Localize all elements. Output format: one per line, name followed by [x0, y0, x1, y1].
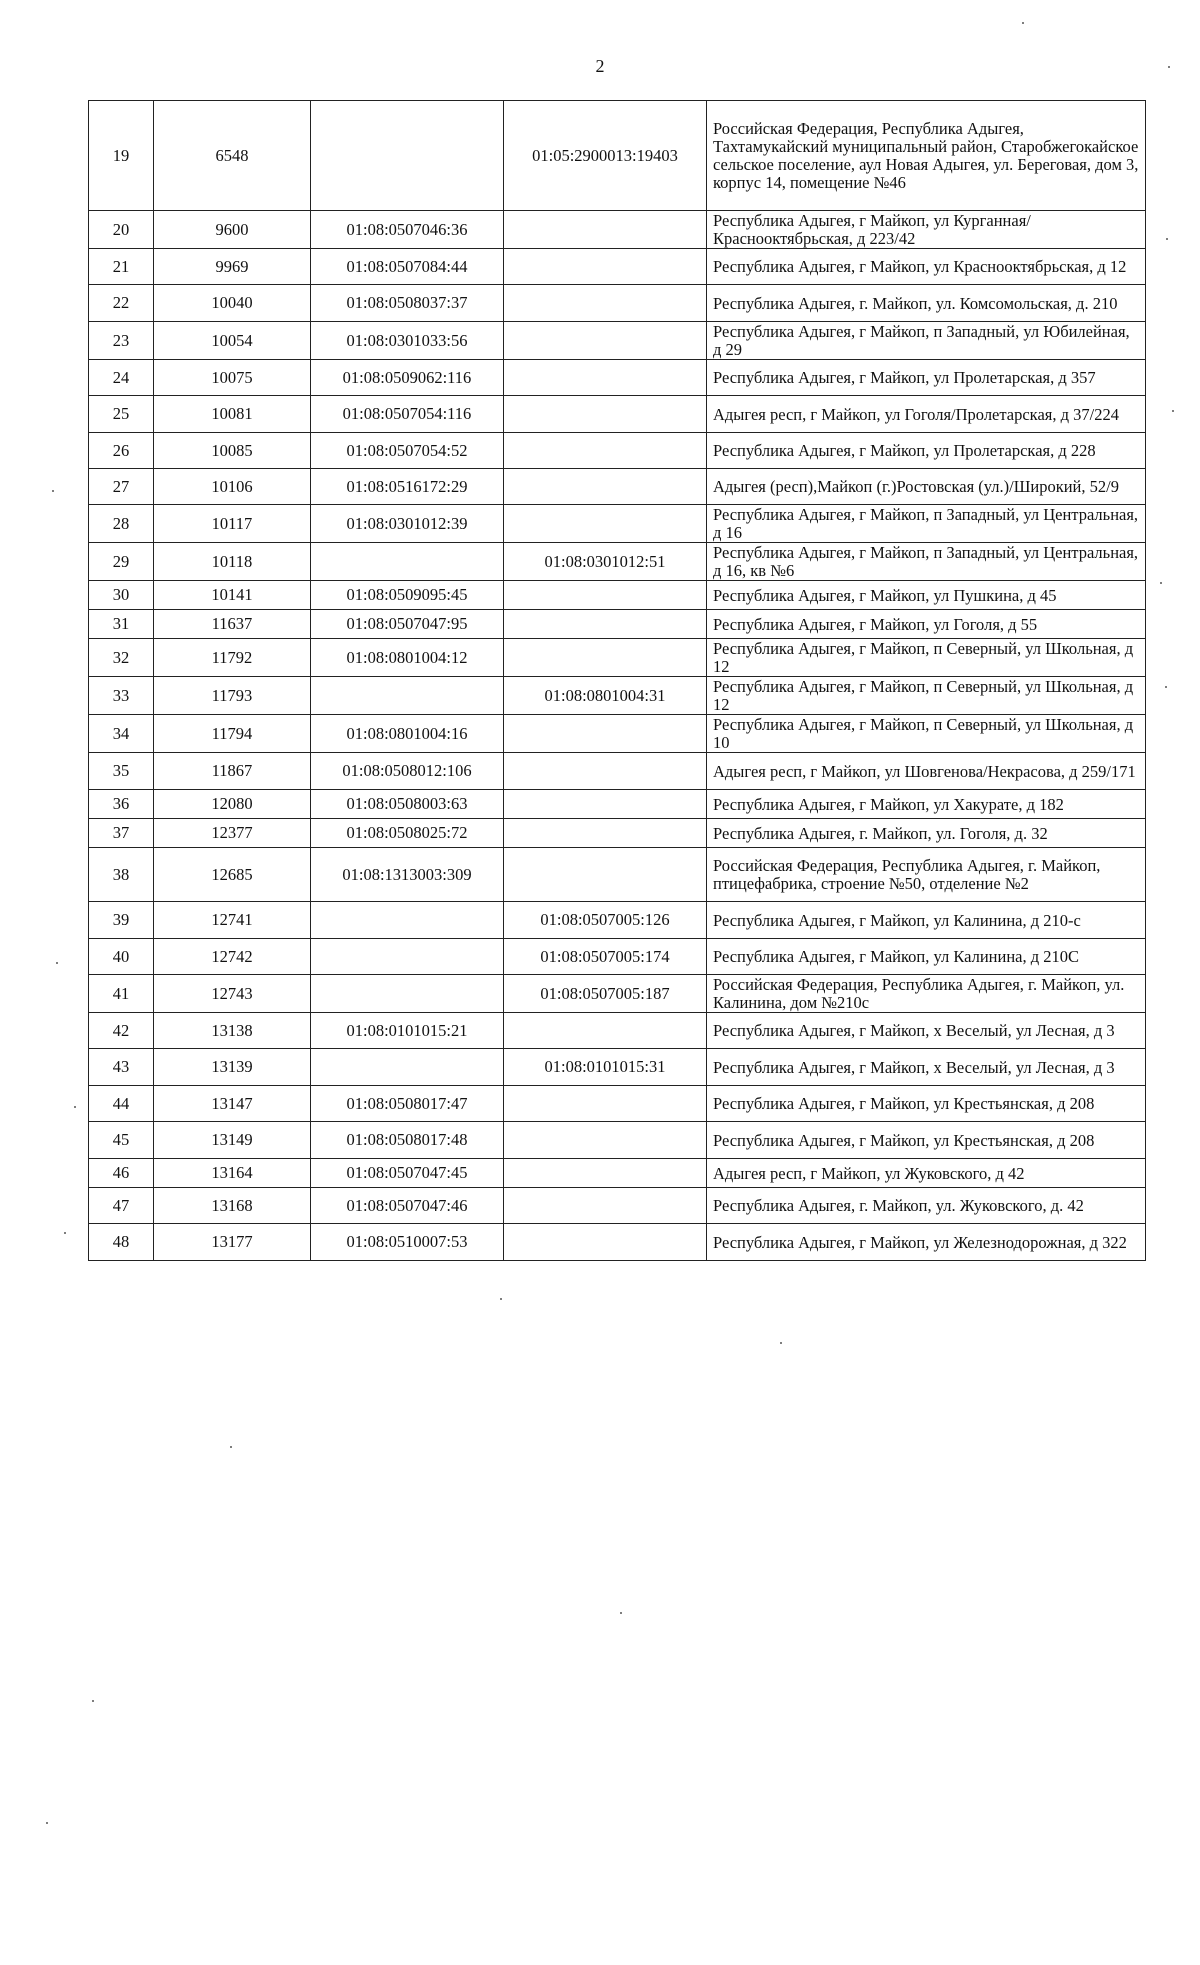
- object-id-cell: 11793: [154, 677, 311, 715]
- table-row: [89, 285, 1146, 322]
- cadastral-number-cell: [311, 1049, 504, 1086]
- cadastral-number-cell: [311, 101, 504, 211]
- table-row: [89, 1049, 1146, 1086]
- related-cadastral-number-cell: 01:08:0507005:187: [504, 975, 707, 1013]
- scan-speck: [46, 1822, 48, 1824]
- table-row: [89, 396, 1146, 433]
- object-id-cell: 10085: [154, 433, 311, 469]
- address-cell: Республика Адыгея, г Майкоп, ул Пролетарская, д 228: [707, 433, 1146, 469]
- scan-speck: [64, 1232, 66, 1234]
- related-cadastral-number-cell: [504, 848, 707, 902]
- table-row: [89, 610, 1146, 639]
- row-number-cell: 45: [89, 1122, 154, 1159]
- table-row: [89, 505, 1146, 543]
- table-row: [89, 211, 1146, 249]
- related-cadastral-number-cell: [504, 1224, 707, 1261]
- table-row: [89, 848, 1146, 902]
- row-number-cell: 31: [89, 610, 154, 639]
- related-cadastral-number-cell: [504, 322, 707, 360]
- table-row: [89, 902, 1146, 939]
- object-id-cell: 6548: [154, 101, 311, 211]
- row-number-cell: 39: [89, 902, 154, 939]
- address-cell: Республика Адыгея, г Майкоп, п Северный, ул Школьная, д 12: [707, 639, 1146, 677]
- row-number-cell: 29: [89, 543, 154, 581]
- row-number-cell: 32: [89, 639, 154, 677]
- table-row: [89, 322, 1146, 360]
- table-row: [89, 819, 1146, 848]
- address-cell: Республика Адыгея, г Майкоп, ул Калинина, д 210С: [707, 939, 1146, 975]
- address-cell: Республика Адыгея, г Майкоп, ул Хакурате, д 182: [707, 790, 1146, 819]
- related-cadastral-number-cell: [504, 639, 707, 677]
- row-number-cell: 40: [89, 939, 154, 975]
- related-cadastral-number-cell: [504, 581, 707, 610]
- registry-table-body: [89, 101, 1146, 1261]
- object-id-cell: 10054: [154, 322, 311, 360]
- cadastral-number-cell: [311, 677, 504, 715]
- row-number-cell: 20: [89, 211, 154, 249]
- address-cell: Адыгея респ, г Майкоп, ул Жуковского, д 42: [707, 1159, 1146, 1188]
- row-number-cell: 25: [89, 396, 154, 433]
- object-id-cell: 11794: [154, 715, 311, 753]
- table-row: [89, 1122, 1146, 1159]
- table-row: [89, 101, 1146, 211]
- cadastral-number-cell: 01:08:0508017:48: [311, 1122, 504, 1159]
- row-number-cell: 23: [89, 322, 154, 360]
- object-id-cell: 13168: [154, 1188, 311, 1224]
- related-cadastral-number-cell: [504, 211, 707, 249]
- row-number-cell: 41: [89, 975, 154, 1013]
- object-id-cell: 12742: [154, 939, 311, 975]
- cadastral-number-cell: [311, 939, 504, 975]
- address-cell: Республика Адыгея, г Майкоп, п Западный, ул Центральная, д 16, кв №6: [707, 543, 1146, 581]
- object-id-cell: 12377: [154, 819, 311, 848]
- row-number-cell: 21: [89, 249, 154, 285]
- related-cadastral-number-cell: [504, 396, 707, 433]
- address-cell: Республика Адыгея, г Майкоп, х Веселый, ул Лесная, д 3: [707, 1013, 1146, 1049]
- object-id-cell: 10118: [154, 543, 311, 581]
- address-cell: Адыгея респ, г Майкоп, ул Гоголя/Пролетарская, д 37/224: [707, 396, 1146, 433]
- scan-speck: [500, 1298, 502, 1300]
- address-cell: Адыгея (респ),Майкоп (г.)Ростовская (ул.)/Широкий, 52/9: [707, 469, 1146, 505]
- related-cadastral-number-cell: [504, 819, 707, 848]
- table-row: [89, 1013, 1146, 1049]
- scan-speck: [52, 490, 54, 492]
- scan-speck: [620, 1612, 622, 1614]
- cadastral-number-cell: 01:08:0508012:106: [311, 753, 504, 790]
- table-row: [89, 433, 1146, 469]
- object-id-cell: 10106: [154, 469, 311, 505]
- row-number-cell: 38: [89, 848, 154, 902]
- table-row: [89, 469, 1146, 505]
- row-number-cell: 28: [89, 505, 154, 543]
- related-cadastral-number-cell: [504, 249, 707, 285]
- cadastral-number-cell: 01:08:0510007:53: [311, 1224, 504, 1261]
- address-cell: Республика Адыгея, г Майкоп, ул Пушкина, д 45: [707, 581, 1146, 610]
- row-number-cell: 44: [89, 1086, 154, 1122]
- cadastral-number-cell: 01:08:0516172:29: [311, 469, 504, 505]
- scan-speck: [230, 1446, 232, 1448]
- table-row: [89, 639, 1146, 677]
- row-number-cell: 33: [89, 677, 154, 715]
- scan-speck: [1022, 22, 1024, 24]
- table-row: [89, 790, 1146, 819]
- object-id-cell: 11637: [154, 610, 311, 639]
- object-id-cell: 13139: [154, 1049, 311, 1086]
- table-row: [89, 1086, 1146, 1122]
- scan-speck: [1166, 238, 1168, 240]
- cadastral-number-cell: 01:08:0508003:63: [311, 790, 504, 819]
- address-cell: Республика Адыгея, г Майкоп, п Северный, ул Школьная, д 10: [707, 715, 1146, 753]
- address-cell: Республика Адыгея, г Майкоп, п Западный, ул Центральная, д 16: [707, 505, 1146, 543]
- scan-speck: [1160, 582, 1162, 584]
- related-cadastral-number-cell: [504, 505, 707, 543]
- row-number-cell: 48: [89, 1224, 154, 1261]
- row-number-cell: 42: [89, 1013, 154, 1049]
- property-registry-table: [88, 100, 1146, 1261]
- object-id-cell: 12080: [154, 790, 311, 819]
- address-cell: Республика Адыгея, г Майкоп, ул Курганная/Краснооктябрьская, д 223/42: [707, 211, 1146, 249]
- address-cell: Республика Адыгея, г. Майкоп, ул. Жуковского, д. 42: [707, 1188, 1146, 1224]
- cadastral-number-cell: 01:08:1313003:309: [311, 848, 504, 902]
- cadastral-number-cell: [311, 902, 504, 939]
- cadastral-number-cell: 01:08:0801004:12: [311, 639, 504, 677]
- cadastral-number-cell: 01:08:0507047:46: [311, 1188, 504, 1224]
- row-number-cell: 34: [89, 715, 154, 753]
- object-id-cell: 10141: [154, 581, 311, 610]
- scan-speck: [1168, 66, 1170, 68]
- cadastral-number-cell: 01:08:0101015:21: [311, 1013, 504, 1049]
- cadastral-number-cell: [311, 975, 504, 1013]
- related-cadastral-number-cell: 01:08:0301012:51: [504, 543, 707, 581]
- row-number-cell: 36: [89, 790, 154, 819]
- row-number-cell: 37: [89, 819, 154, 848]
- object-id-cell: 13164: [154, 1159, 311, 1188]
- row-number-cell: 22: [89, 285, 154, 322]
- scan-speck: [74, 1106, 76, 1108]
- object-id-cell: 10075: [154, 360, 311, 396]
- address-cell: Республика Адыгея, г Майкоп, ул Гоголя, д 55: [707, 610, 1146, 639]
- related-cadastral-number-cell: 01:08:0507005:174: [504, 939, 707, 975]
- address-cell: Российская Федерация, Республика Адыгея, г. Майкоп, ул. Калинина, дом №210с: [707, 975, 1146, 1013]
- cadastral-number-cell: 01:08:0507054:116: [311, 396, 504, 433]
- row-number-cell: 19: [89, 101, 154, 211]
- cadastral-number-cell: 01:08:0508037:37: [311, 285, 504, 322]
- table-row: [89, 939, 1146, 975]
- address-cell: Республика Адыгея, г. Майкоп, ул. Гоголя, д. 32: [707, 819, 1146, 848]
- table-row: [89, 753, 1146, 790]
- object-id-cell: 12741: [154, 902, 311, 939]
- scan-speck: [1165, 686, 1167, 688]
- row-number-cell: 26: [89, 433, 154, 469]
- table-row: [89, 1159, 1146, 1188]
- row-number-cell: 35: [89, 753, 154, 790]
- related-cadastral-number-cell: 01:08:0101015:31: [504, 1049, 707, 1086]
- address-cell: Республика Адыгея, г Майкоп, х Веселый, ул Лесная, д 3: [707, 1049, 1146, 1086]
- related-cadastral-number-cell: [504, 285, 707, 322]
- cadastral-number-cell: 01:08:0301012:39: [311, 505, 504, 543]
- related-cadastral-number-cell: 01:08:0507005:126: [504, 902, 707, 939]
- related-cadastral-number-cell: 01:08:0801004:31: [504, 677, 707, 715]
- related-cadastral-number-cell: [504, 790, 707, 819]
- address-cell: Республика Адыгея, г Майкоп, п Западный, ул Юбилейная, д 29: [707, 322, 1146, 360]
- related-cadastral-number-cell: [504, 1188, 707, 1224]
- cadastral-number-cell: 01:08:0507054:52: [311, 433, 504, 469]
- row-number-cell: 30: [89, 581, 154, 610]
- address-cell: Республика Адыгея, г. Майкоп, ул. Комсомольская, д. 210: [707, 285, 1146, 322]
- address-cell: Российская Федерация, Республика Адыгея, г. Майкоп, птицефабрика, строение №50, отделение №2: [707, 848, 1146, 902]
- object-id-cell: 10040: [154, 285, 311, 322]
- address-cell: Республика Адыгея, г Майкоп, п Северный, ул Школьная, д 12: [707, 677, 1146, 715]
- row-number-cell: 27: [89, 469, 154, 505]
- object-id-cell: 11867: [154, 753, 311, 790]
- cadastral-number-cell: 01:08:0509062:116: [311, 360, 504, 396]
- address-cell: Республика Адыгея, г Майкоп, ул Калинина, д 210-с: [707, 902, 1146, 939]
- related-cadastral-number-cell: [504, 433, 707, 469]
- address-cell: Адыгея респ, г Майкоп, ул Шовгенова/Некрасова, д 259/171: [707, 753, 1146, 790]
- related-cadastral-number-cell: [504, 1086, 707, 1122]
- related-cadastral-number-cell: [504, 360, 707, 396]
- related-cadastral-number-cell: [504, 753, 707, 790]
- related-cadastral-number-cell: 01:05:2900013:19403: [504, 101, 707, 211]
- cadastral-number-cell: 01:08:0507047:45: [311, 1159, 504, 1188]
- object-id-cell: 12743: [154, 975, 311, 1013]
- scan-speck: [780, 1342, 782, 1344]
- row-number-cell: 43: [89, 1049, 154, 1086]
- row-number-cell: 46: [89, 1159, 154, 1188]
- table-row: [89, 1188, 1146, 1224]
- scan-speck: [1172, 410, 1174, 412]
- object-id-cell: 13147: [154, 1086, 311, 1122]
- table-row: [89, 249, 1146, 285]
- table-row: [89, 715, 1146, 753]
- scan-speck: [56, 962, 58, 964]
- table-row: [89, 360, 1146, 396]
- address-cell: Российская Федерация, Республика Адыгея, Тахтамукайский муниципальный район, Старобжегокайское сельское поселение, аул Новая Адыгея, ул. Береговая, дом 3, корпус 14, помещение №46: [707, 101, 1146, 211]
- cadastral-number-cell: 01:08:0301033:56: [311, 322, 504, 360]
- related-cadastral-number-cell: [504, 715, 707, 753]
- table-row: [89, 581, 1146, 610]
- table-row: [89, 1224, 1146, 1261]
- cadastral-number-cell: 01:08:0507047:95: [311, 610, 504, 639]
- address-cell: Республика Адыгея, г Майкоп, ул Пролетарская, д 357: [707, 360, 1146, 396]
- scan-speck: [92, 1700, 94, 1702]
- table-row: [89, 677, 1146, 715]
- address-cell: Республика Адыгея, г Майкоп, ул Крестьянская, д 208: [707, 1122, 1146, 1159]
- related-cadastral-number-cell: [504, 1122, 707, 1159]
- object-id-cell: 12685: [154, 848, 311, 902]
- object-id-cell: 10081: [154, 396, 311, 433]
- related-cadastral-number-cell: [504, 1159, 707, 1188]
- cadastral-number-cell: 01:08:0508025:72: [311, 819, 504, 848]
- row-number-cell: 47: [89, 1188, 154, 1224]
- object-id-cell: 11792: [154, 639, 311, 677]
- object-id-cell: 10117: [154, 505, 311, 543]
- related-cadastral-number-cell: [504, 610, 707, 639]
- object-id-cell: 9969: [154, 249, 311, 285]
- cadastral-number-cell: [311, 543, 504, 581]
- page-number: 2: [595, 56, 605, 76]
- object-id-cell: 13149: [154, 1122, 311, 1159]
- address-cell: Республика Адыгея, г Майкоп, ул Краснооктябрьская, д 12: [707, 249, 1146, 285]
- cadastral-number-cell: 01:08:0509095:45: [311, 581, 504, 610]
- address-cell: Республика Адыгея, г Майкоп, ул Крестьянская, д 208: [707, 1086, 1146, 1122]
- cadastral-number-cell: 01:08:0801004:16: [311, 715, 504, 753]
- related-cadastral-number-cell: [504, 469, 707, 505]
- table-row: [89, 975, 1146, 1013]
- related-cadastral-number-cell: [504, 1013, 707, 1049]
- table-row: [89, 543, 1146, 581]
- cadastral-number-cell: 01:08:0507046:36: [311, 211, 504, 249]
- object-id-cell: 13138: [154, 1013, 311, 1049]
- object-id-cell: 13177: [154, 1224, 311, 1261]
- object-id-cell: 9600: [154, 211, 311, 249]
- address-cell: Республика Адыгея, г Майкоп, ул Железнодорожная, д 322: [707, 1224, 1146, 1261]
- cadastral-number-cell: 01:08:0507084:44: [311, 249, 504, 285]
- cadastral-number-cell: 01:08:0508017:47: [311, 1086, 504, 1122]
- row-number-cell: 24: [89, 360, 154, 396]
